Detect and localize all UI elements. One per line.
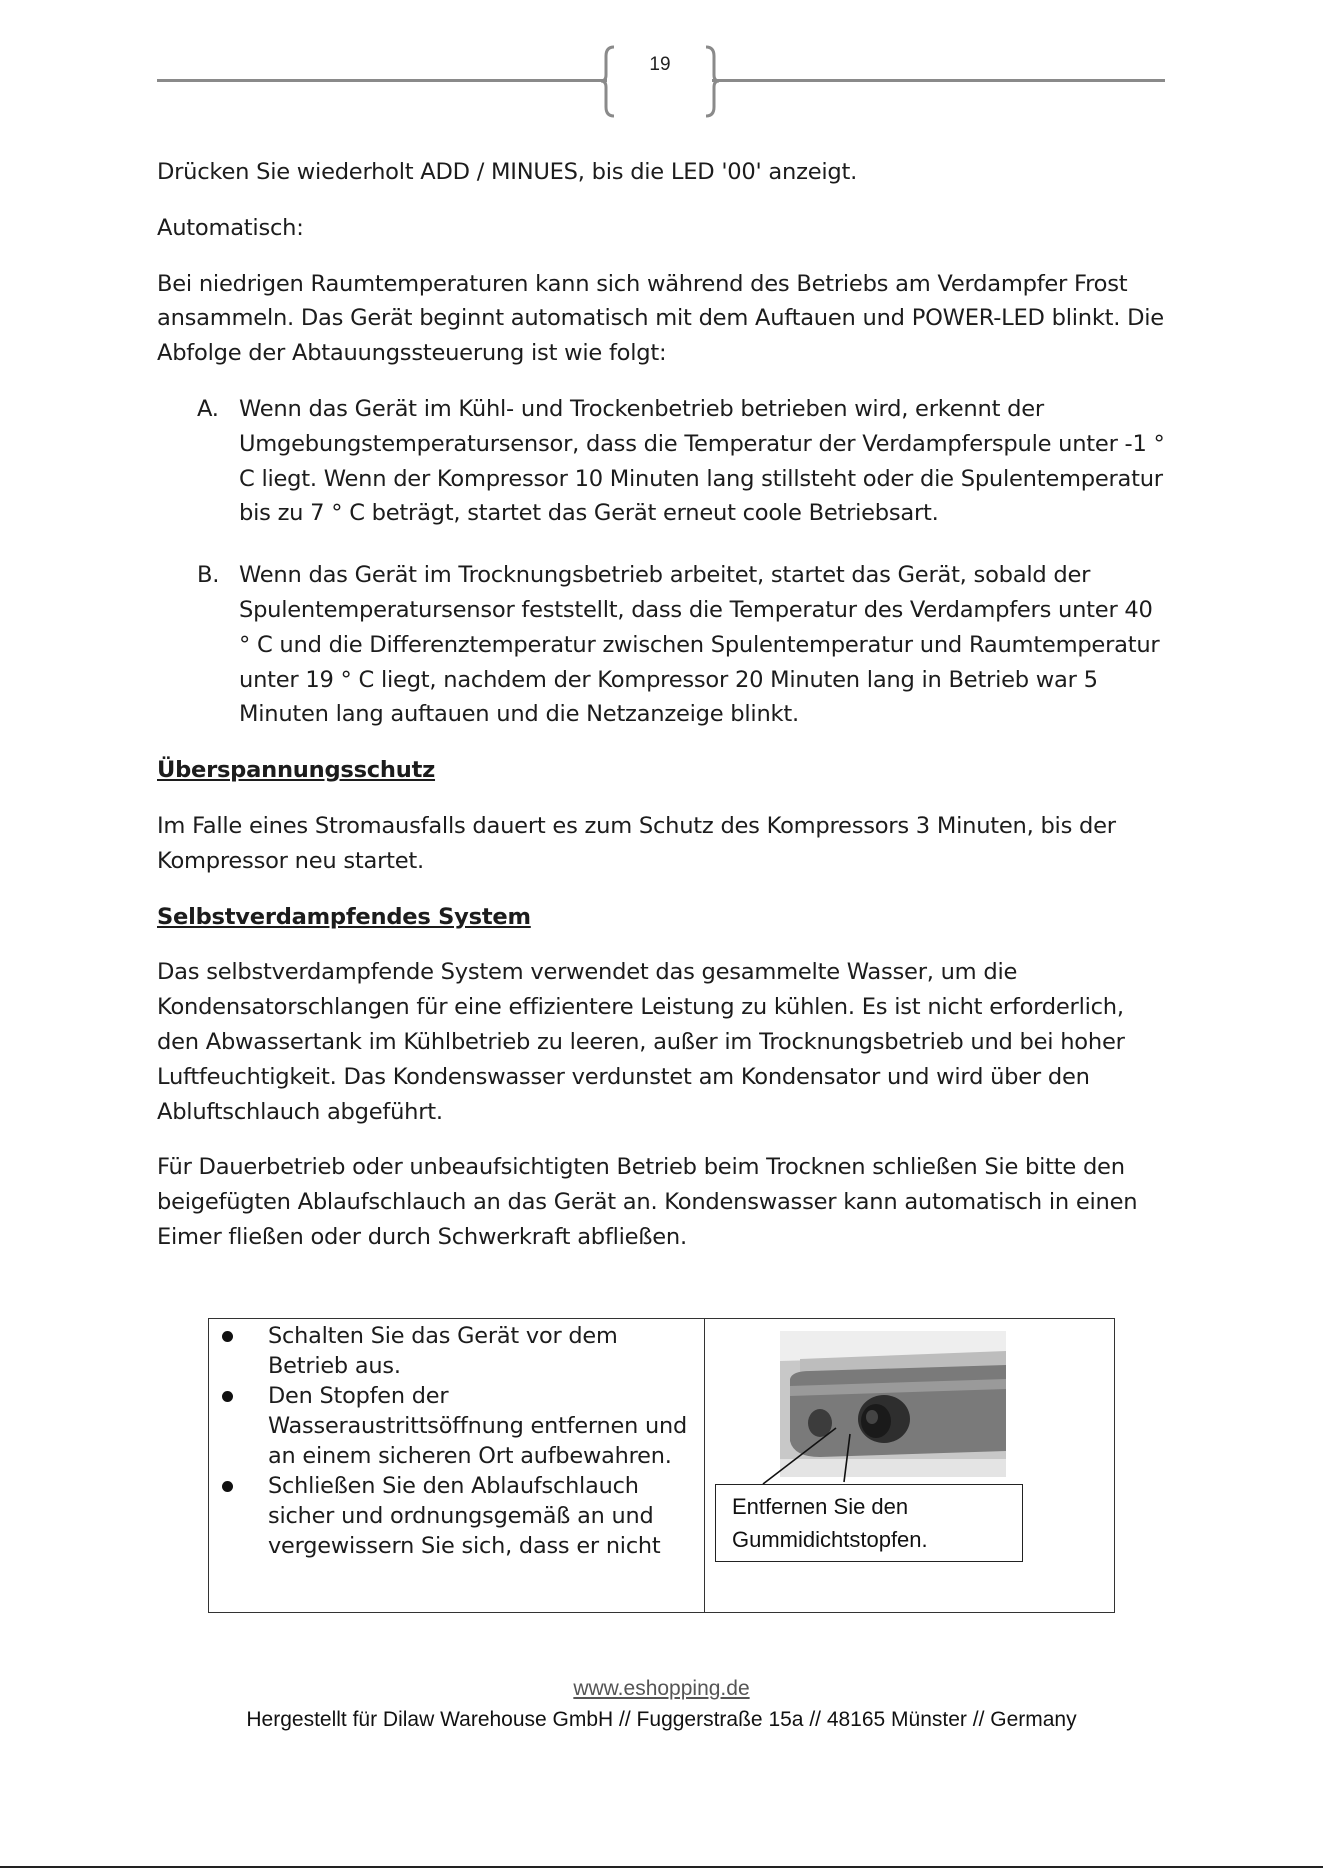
list-item-text: Schalten Sie das Gerät vor dem Betrieb aus. [268,1323,618,1379]
list-marker: B. [197,562,220,589]
instruction-column [209,1319,705,1612]
bullet-icon [222,1391,233,1402]
paragraph: Bei niedrigen Raumtemperaturen kann sich während des Betriebs am Verdampfer Frost ansammeln. Das Gerät beginnt automatisch mit dem Auftauen und POWER-LED blinkt. Die Abfolge der Abtauungssteuerung ist wie folgt: [157,270,1164,367]
list-item [157,392,1167,531]
list-marker: A. [197,395,219,422]
website-link[interactable]: www.eshopping.de [573,1677,750,1700]
bullet-icon [222,1481,233,1492]
section-heading-surge: Überspannungsschutz [157,757,436,784]
list-item [209,1471,705,1561]
header-rule-right [712,79,1165,82]
page-footer [0,1673,1323,1735]
list-item [209,1381,705,1471]
paragraph: Drücken Sie wiederholt ADD / MINUES, bis die LED '00' anzeigt. [157,159,858,185]
list-item-text: Schließen Sie den Ablaufschlauch sicher und ordnungsgemäß an und vergewissern Sie sich, dass er nicht [268,1473,661,1559]
paragraph: Automatisch: [157,214,304,241]
list-item-text: Wenn das Gerät im Trocknungsbetrieb arbeitet, startet das Gerät, sobald der Spulentemperatursensor feststellt, dass die Temperatur des Verdampfers unter 40 ° C und die Differenztemperatur zwischen Spulentemperatur und Raumtemperatur unter 19 ° C liegt, nachdem der Kompressor 20 Minuten lang in Betrieb war 5 Minuten lang auftauen und die Netzanzeige blinkt. [239,562,1160,728]
paragraph: Das selbstverdampfende System verwendet das gesammelte Wasser, um die Kondensatorschlangen für eine effizientere Leistung zu kühlen. Es ist nicht erforderlich, den Abwassertank im Kühlbetrieb zu leeren, außer im Trocknungsbetrieb und bei hoher Luftfeuchtigkeit. Das Kondenswasser verdunstet am Kondensator und wird über den Abluftschlauch abgeführt. [157,959,1125,1125]
list-item-text: Wenn das Gerät im Kühl- und Trockenbetrieb betrieben wird, erkennt der Umgebungstemperatursensor, dass die Temperatur der Verdampferspule unter -1 ° C liegt. Wenn der Kompressor 10 Minuten lang stillsteht oder die Spulentemperatur bis zu 7 ° C beträgt, startet das Gerät erneut coole Betriebsart. [239,395,1165,527]
page-header [0,0,1323,130]
list-item [157,558,1167,732]
list-item-text: Den Stopfen der Wasseraustrittsöffnung entfernen und an einem sicheren Ort aufbewahren. [268,1383,687,1469]
paragraph: Im Falle eines Stromausfalls dauert es zum Schutz des Kompressors 3 Minuten, bis der Kompressor neu startet. [157,812,1116,874]
list-item [209,1321,705,1381]
section-heading-self-evaporating: Selbstverdampfendes System [157,903,531,930]
page-number: 19 [649,54,671,75]
paragraph: Für Dauerbetrieb oder unbeaufsichtigten Betrieb beim Trocknen schließen Sie bitte den beigefügten Ablaufschlauch an das Gerät an. Kondenswasser kann automatisch in einen Eimer fließen oder durch Schwerkraft abfließen. [157,1154,1138,1250]
manufacturer-address: Hergestellt für Dilaw Warehouse GmbH // Fuggerstraße 15a // 48165 Münster // Germany [246,1708,1077,1731]
callout-line: Gummidichtstopfen. [732,1527,928,1552]
callout-line: Entfernen Sie den [732,1494,909,1519]
header-rule-left [157,79,607,82]
callout-leader-lines [760,1420,900,1486]
bottom-rule [0,1866,1323,1868]
bullet-icon [222,1331,233,1342]
callout-label [715,1484,1023,1562]
instruction-bullet-list [209,1321,705,1561]
defrost-steps-list [157,392,1167,732]
main-content [157,155,1167,1276]
